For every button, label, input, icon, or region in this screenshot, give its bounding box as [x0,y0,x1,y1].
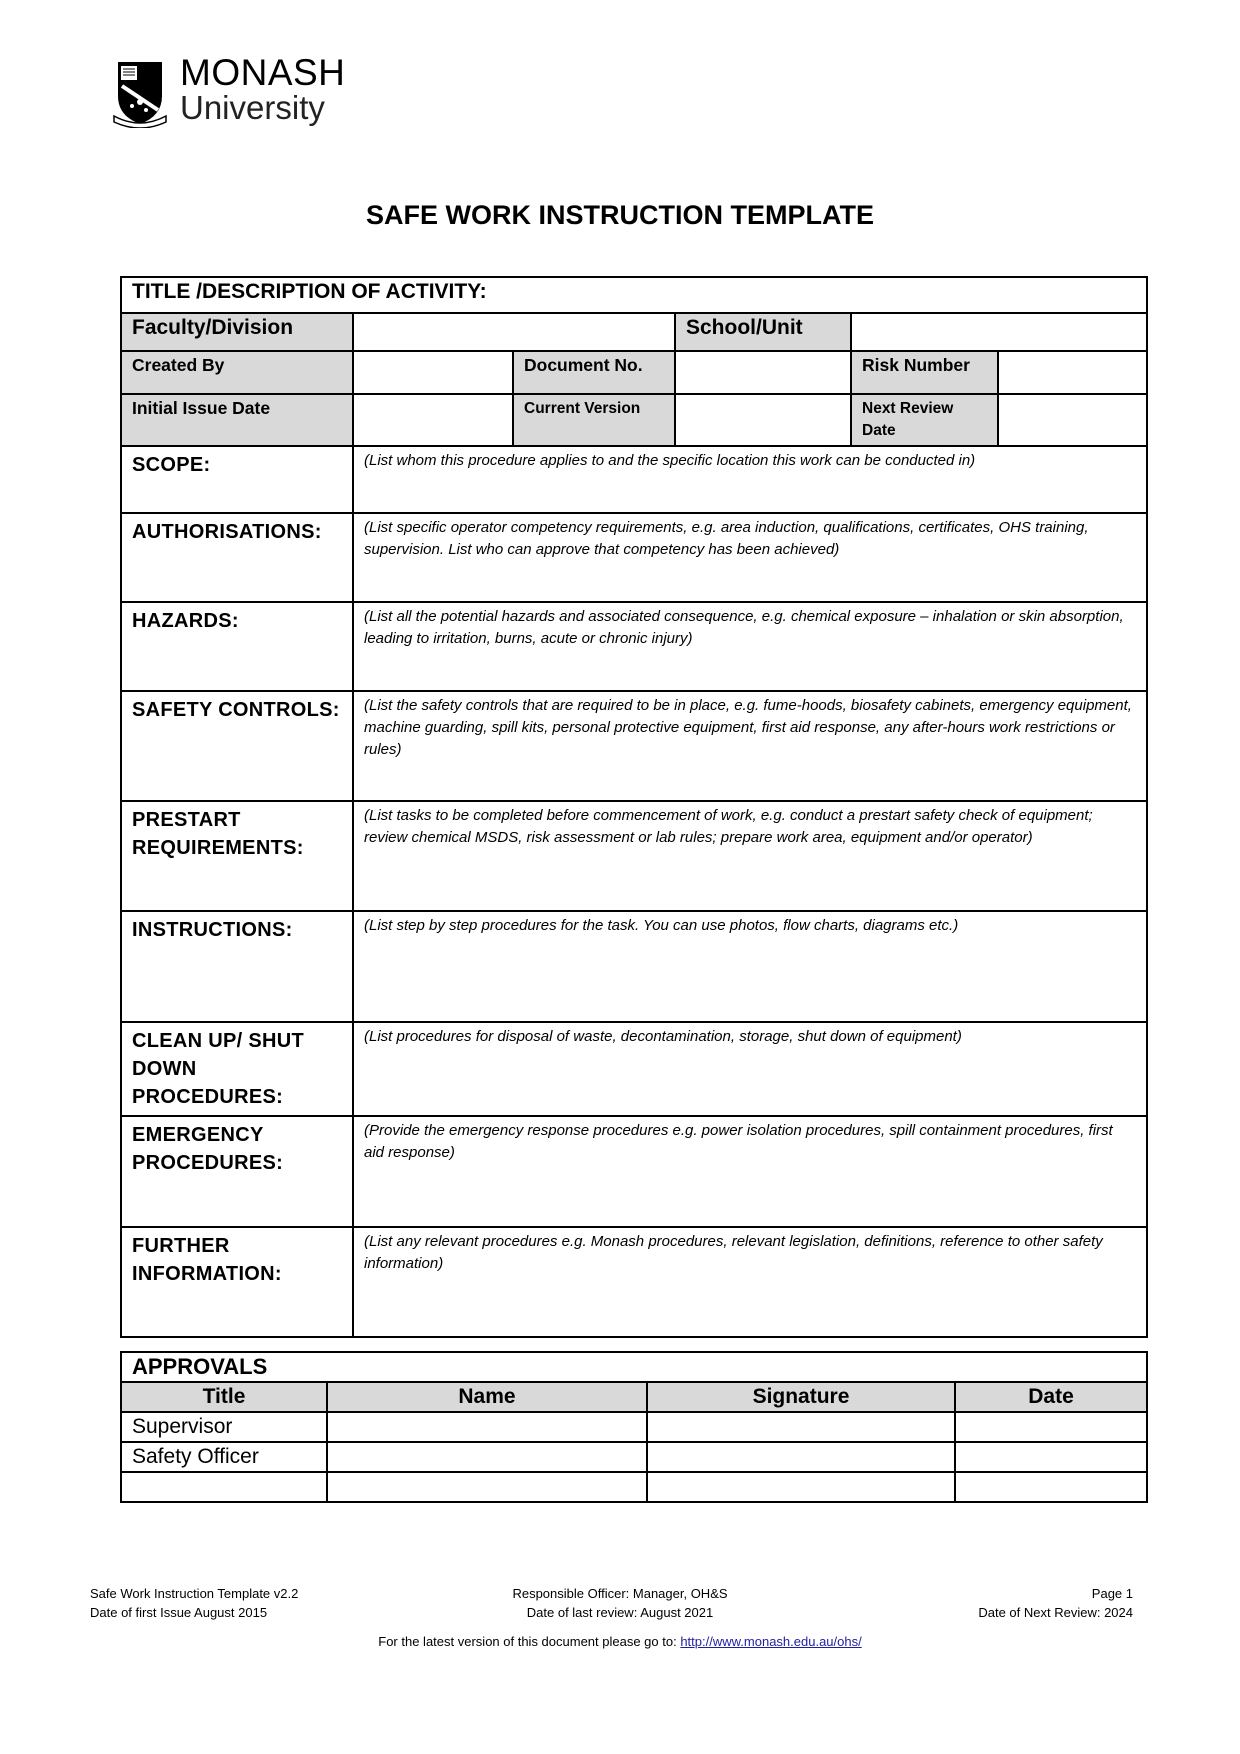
approval-signature-cell[interactable] [647,1412,955,1442]
footer-latest-version [0,1634,1240,1649]
approval-date-cell[interactable] [955,1412,1147,1442]
school-unit-field[interactable] [851,313,1147,351]
next-review-date-label: Next Review Date [851,394,998,446]
logo-line-1: MONASH [180,52,346,93]
footer-latest-version-text: For the latest version of this document please go to: [378,1634,681,1649]
table-row [121,1442,1147,1472]
section-note-hazards[interactable]: (List all the potential hazards and associated consequence, e.g. chemical exposure – inhalation or skin absorption, leading to irritation, burns, acute or chronic injury) [353,602,1147,691]
approval-signature-cell[interactable] [647,1472,955,1502]
footer-first-issue: Date of first Issue August 2015 [90,1605,268,1620]
footer-page-number: Page 1 [1091,1586,1133,1601]
created-by-label: Created By [121,351,353,394]
footer-left [90,1584,298,1622]
approval-name-cell[interactable] [327,1442,647,1472]
initial-issue-date-label: Initial Issue Date [121,394,353,446]
table-row [121,1412,1147,1442]
current-version-field[interactable] [675,394,851,446]
section-note-scope[interactable]: (List whom this procedure applies to and the specific location this work can be conducted in) [353,446,1147,513]
school-unit-label: School/Unit [675,313,851,351]
approvals-col-signature: Signature [647,1382,955,1412]
footer-last-review: Date of last review: August 2021 [526,1605,714,1620]
footer-template-version: Safe Work Instruction Template v2.2 [90,1586,299,1601]
approvals-col-date: Date [955,1382,1147,1412]
section-note-clean-up[interactable]: (List procedures for disposal of waste, decontamination, storage, shut down of equipment) [353,1022,1147,1116]
faculty-division-label: Faculty/Division [121,313,353,351]
created-by-field[interactable] [353,351,513,394]
section-label-prestart-requirements: PRESTART REQUIREMENTS: [121,801,353,911]
approvals-col-title: Title [121,1382,327,1412]
approval-name-cell[interactable] [327,1472,647,1502]
approval-signature-cell[interactable] [647,1442,955,1472]
table-row [121,1472,1147,1502]
section-note-prestart-requirements[interactable]: (List tasks to be completed before commencement of work, e.g. conduct a prestart safety check of equipment; review chemical MSDS, risk assessment or lab rules; prepare work area, equipment and/or operator) [353,801,1147,911]
section-label-instructions: INSTRUCTIONS: [121,911,353,1022]
approvals-heading: APPROVALS [121,1352,1147,1382]
section-label-hazards: HAZARDS: [121,602,353,691]
ohs-link[interactable]: http://www.monash.edu.au/ohs/ [680,1634,862,1649]
section-label-clean-up: CLEAN UP/ SHUT DOWN PROCEDURES: [121,1022,353,1116]
section-note-safety-controls[interactable]: (List the safety controls that are required to be in place, e.g. fume-hoods, biosafety cabinets, emergency equipment, machine guarding, spill kits, personal protective equipment, first aid response, any after-hours work restrictions or rules) [353,691,1147,801]
approval-date-cell[interactable] [955,1442,1147,1472]
section-label-emergency-procedures: EMERGENCY PROCEDURES: [121,1116,353,1227]
approval-title-cell: Safety Officer [121,1442,327,1472]
safe-work-instruction-table [120,276,1148,1338]
faculty-division-field[interactable] [353,313,675,351]
monash-crest-icon [112,58,168,128]
approval-date-cell[interactable] [955,1472,1147,1502]
footer-next-review: Date of Next Review: 2024 [978,1605,1133,1620]
document-no-label: Document No. [513,351,675,394]
section-note-further-information[interactable]: (List any relevant procedures e.g. Monash procedures, relevant legislation, definitions, reference to other safety information) [353,1227,1147,1337]
approvals-col-name: Name [327,1382,647,1412]
document-no-field[interactable] [675,351,851,394]
section-label-further-information: FURTHER INFORMATION: [121,1227,353,1337]
section-note-instructions[interactable]: (List step by step procedures for the task. You can use photos, flow charts, diagrams etc.) [353,911,1147,1022]
section-note-authorisations[interactable]: (List specific operator competency requirements, e.g. area induction, qualifications, certificates, OHS training, supervision. List who can approve that competency has been achieved) [353,513,1147,602]
current-version-label: Current Version [513,394,675,446]
title-description-label: TITLE /DESCRIPTION OF ACTIVITY: [121,277,1147,313]
risk-number-label: Risk Number [851,351,998,394]
monash-logo [112,52,352,130]
document-title: SAFE WORK INSTRUCTION TEMPLATE [366,200,874,230]
approval-title-cell[interactable] [121,1472,327,1502]
next-review-date-field[interactable] [998,394,1147,446]
section-label-safety-controls: SAFETY CONTROLS: [121,691,353,801]
approval-title-cell: Supervisor [121,1412,327,1442]
section-label-authorisations: AUTHORISATIONS: [121,513,353,602]
footer-middle [420,1584,820,1622]
logo-line-2: University [180,89,325,126]
risk-number-field[interactable] [998,351,1147,394]
footer-responsible-officer: Responsible Officer: Manager, OH&S [512,1586,728,1601]
approvals-table [120,1351,1148,1503]
section-note-emergency-procedures[interactable]: (Provide the emergency response procedures e.g. power isolation procedures, spill containment procedures, first aid response) [353,1116,1147,1227]
section-label-scope: SCOPE: [121,446,353,513]
initial-issue-date-field[interactable] [353,394,513,446]
approval-name-cell[interactable] [327,1412,647,1442]
footer-right [978,1584,1133,1622]
